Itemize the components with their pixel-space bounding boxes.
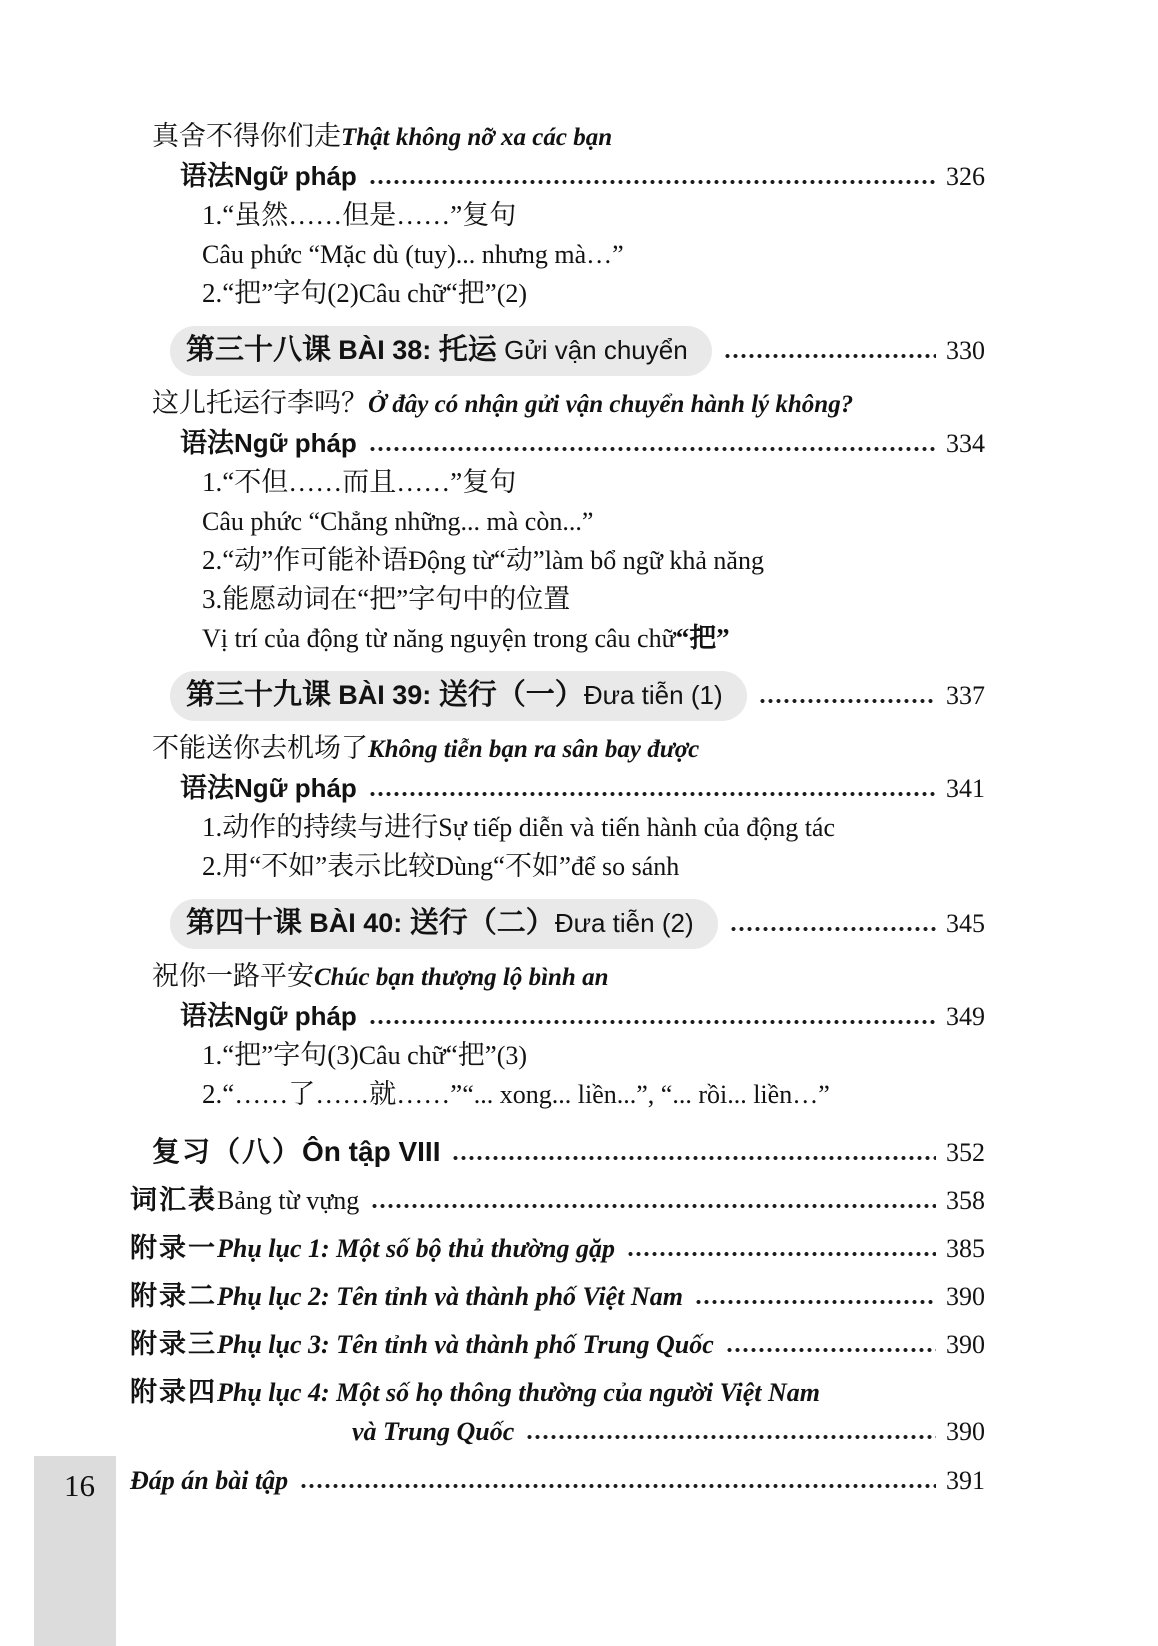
text-segment: 托运 [438, 334, 505, 366]
dot-leader [627, 1251, 936, 1257]
toc-entry [130, 1075, 985, 1114]
page-number: 16 [64, 1468, 95, 1503]
text-segment: và Trung Quốc [352, 1417, 515, 1446]
page-ref: 358 [946, 1186, 985, 1215]
text-segment: 2. [202, 851, 223, 881]
toc-entry [130, 117, 985, 157]
dot-leader [369, 791, 936, 797]
text-segment: 附录四 [130, 1377, 217, 1407]
toc-entry [130, 1373, 985, 1412]
text-segment: Bảng từ vựng [217, 1186, 360, 1215]
text-segment: 3. [202, 584, 223, 614]
text-segment: 不能送你去机场了 [152, 733, 368, 763]
text-segment: Vị trí của động từ năng nguyện trong câu chữ [202, 624, 676, 653]
toc-entry [130, 502, 985, 541]
toc-entry [130, 1412, 985, 1451]
toc-entry [130, 847, 985, 886]
section-pill [170, 899, 718, 949]
toc-entry [130, 1181, 985, 1220]
text-segment: “动” [493, 545, 545, 575]
text-segment: “把” [445, 278, 497, 308]
text-segment: 语法 [180, 428, 234, 458]
text-segment: “动”作可能补语 [222, 545, 409, 575]
text-segment: Không tiễn bạn ra sân bay được [368, 736, 700, 763]
text-segment: Ngữ pháp [234, 161, 357, 191]
dot-leader [369, 446, 936, 452]
text-segment: Đưa tiễn (1) [583, 680, 723, 710]
toc-entry [130, 619, 985, 658]
text-segment: “把” [675, 623, 730, 653]
text-segment: Ngữ pháp [234, 428, 357, 458]
text-segment: Dùng [435, 852, 493, 881]
text-segment: Ngữ pháp [234, 1001, 357, 1031]
text-segment: 复习（八） [152, 1137, 303, 1168]
toc-entry [130, 808, 985, 847]
text-segment: 1. [202, 200, 223, 230]
dot-leader [526, 1434, 936, 1440]
text-segment: Câu chữ [358, 279, 446, 308]
text-segment: Phụ lục 4: Một số họ thông thường của người Việt Nam [217, 1378, 821, 1407]
text-segment: 动作的持续与进行 [222, 812, 439, 842]
text-segment: 真舍不得你们走 [152, 121, 341, 151]
toc-entry [130, 1325, 985, 1364]
dot-leader [369, 1019, 936, 1025]
text-segment: Câu chữ [358, 1041, 446, 1070]
text-segment: 2. [202, 545, 223, 575]
text-segment: Sự tiếp diễn và tiến hành của động tác [438, 813, 836, 842]
text-segment: 2. [202, 278, 223, 308]
text-segment: 语法 [180, 161, 234, 191]
dot-leader [369, 179, 936, 185]
page-ref: 390 [946, 1417, 985, 1446]
text-segment: Câu phức “Mặc dù (tuy)... nhưng mà…” [202, 240, 624, 269]
text-segment: 送行（一） [438, 679, 584, 711]
toc-entry [130, 326, 985, 376]
toc-entry [130, 196, 985, 235]
toc-entry [130, 463, 985, 502]
section-pill [170, 326, 712, 376]
text-segment: Đáp án bài tập [130, 1466, 289, 1495]
toc-entry [130, 235, 985, 274]
text-segment: (2) [496, 279, 528, 308]
text-segment: Thật không nỡ xa các bạn [341, 124, 613, 151]
text-segment: 1. [202, 1040, 223, 1070]
text-segment: (3) [496, 1041, 528, 1070]
text-segment: Phụ lục 1: Một số bộ thủ thường gặp [217, 1234, 615, 1263]
page-ref: 349 [946, 1002, 985, 1031]
toc-entry [130, 274, 985, 313]
text-segment: Chúc bạn thượng lộ bình an [314, 964, 609, 991]
toc-entry [130, 1229, 985, 1268]
dot-leader [726, 1347, 936, 1353]
toc-entry [130, 671, 985, 721]
text-segment: Động từ [408, 546, 494, 575]
toc-entry [130, 729, 985, 769]
page-ref: 391 [946, 1466, 985, 1495]
text-segment: 语法 [180, 773, 234, 803]
text-segment: “... xong... liền...”, “... rồi... liền…” [462, 1080, 830, 1109]
page-ref: 390 [946, 1330, 985, 1359]
text-segment: Ngữ pháp [234, 773, 357, 803]
toc-entry [130, 1132, 985, 1172]
toc-entry [130, 899, 985, 949]
toc-entry [130, 957, 985, 997]
dot-leader [695, 1299, 936, 1305]
text-segment: “虽然……但是……”复句 [222, 200, 517, 230]
text-segment: 1. [202, 812, 223, 842]
text-segment: “把” [445, 1040, 497, 1070]
dot-leader [300, 1483, 936, 1489]
page-ref: 326 [946, 162, 985, 191]
text-segment: “不但……而且……”复句 [222, 467, 517, 497]
text-segment: Gửi vận chuyển [504, 335, 688, 365]
toc-entry [130, 769, 985, 808]
dot-leader [724, 353, 936, 359]
text-segment: Phụ lục 2: Tên tỉnh và thành phố Việt Nam [217, 1282, 683, 1311]
text-segment: để so sánh [570, 852, 680, 881]
text-segment: 送行（二） [409, 907, 555, 939]
toc-entry [130, 384, 985, 424]
text-segment: 附录三 [130, 1329, 217, 1359]
text-segment: 语法 [180, 1001, 234, 1031]
text-segment: “把”字句(3) [222, 1040, 359, 1070]
text-segment: 第四十课 [186, 907, 310, 939]
toc-entry [130, 157, 985, 196]
toc-entry [130, 997, 985, 1036]
text-segment: “不如” [493, 851, 571, 881]
page-ref: 341 [946, 774, 985, 803]
text-segment: 第三十八课 [186, 334, 339, 366]
toc-entry [130, 1036, 985, 1075]
dot-leader [759, 698, 936, 704]
toc-entry [130, 1277, 985, 1316]
text-segment: 1. [202, 467, 223, 497]
text-segment: 能愿动词在“把”字句中的位置 [222, 584, 571, 614]
toc-entry [130, 424, 985, 463]
dot-leader [452, 1155, 936, 1161]
page-ref: 345 [946, 909, 985, 938]
toc-entry [130, 541, 985, 580]
section-pill [170, 671, 747, 721]
toc-list [130, 117, 985, 1500]
page-ref: 337 [946, 681, 985, 710]
page-ref: 334 [946, 429, 985, 458]
toc-entry [130, 1461, 985, 1500]
text-segment: BÀI 40: [309, 908, 410, 938]
toc-entry [130, 580, 985, 619]
text-segment: BÀI 39: [338, 680, 439, 710]
text-segment: 第三十九课 [186, 679, 339, 711]
text-segment: Đưa tiễn (2) [554, 908, 694, 938]
dot-leader [371, 1203, 936, 1209]
text-segment: Ở đây có nhận gửi vận chuyển hành lý không? [368, 391, 854, 418]
text-segment: Ôn tập VIII [302, 1136, 441, 1167]
page-ref: 385 [946, 1234, 985, 1263]
text-segment: BÀI 38: [338, 335, 439, 365]
text-segment: làm bổ ngữ khả năng [544, 546, 764, 575]
text-segment: 词汇表 [130, 1185, 217, 1215]
text-segment: “把”字句(2) [222, 278, 359, 308]
text-segment: 祝你一路平安 [152, 961, 314, 991]
text-segment: Phụ lục 3: Tên tỉnh và thành phố Trung Quốc [217, 1330, 714, 1359]
page-ref: 390 [946, 1282, 985, 1311]
text-segment: 这儿托运行李吗？ [152, 388, 368, 418]
page-ref: 330 [946, 336, 985, 365]
dot-leader [730, 926, 936, 932]
page-ref: 352 [946, 1138, 985, 1167]
text-segment: 附录一 [130, 1233, 217, 1263]
text-segment: “……了……就……” [222, 1079, 463, 1109]
text-segment: 2. [202, 1079, 223, 1109]
text-segment: 用“不如”表示比较 [222, 851, 436, 881]
text-segment: 附录二 [130, 1281, 217, 1311]
text-segment: Câu phức “Chẳng những... mà còn...” [202, 507, 594, 536]
